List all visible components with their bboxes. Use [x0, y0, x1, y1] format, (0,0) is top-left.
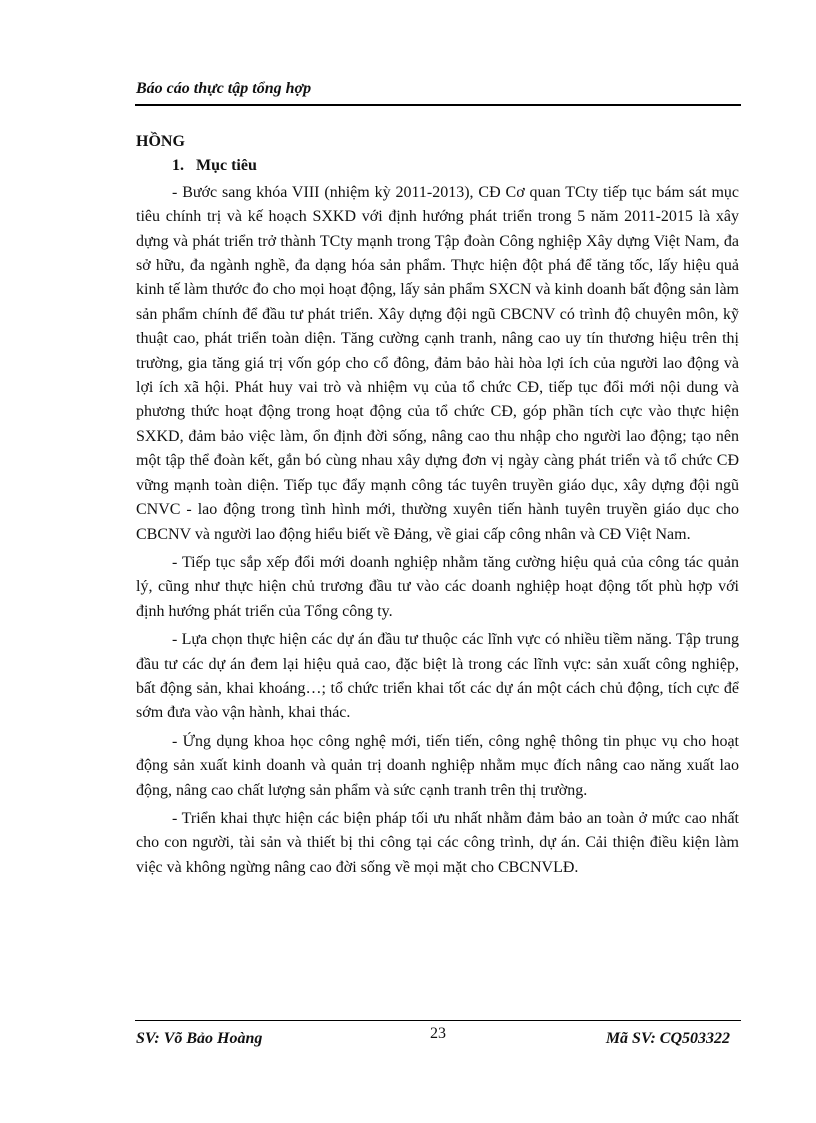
- header-divider: [135, 104, 741, 106]
- paragraph: - Ứng dụng khoa học công nghệ mới, tiến tiến, công nghệ thông tin phục vụ cho hoạt động sản xuất kinh doanh và quản trị doanh nghiệp nhằm mục đích nâng cao năng xuất lao động, nâng cao chất lượng sản phẩm và sức cạnh tranh trên thị trường.: [136, 732, 739, 799]
- footer-divider: [135, 1020, 741, 1021]
- document-body: [136, 130, 739, 880]
- paragraph: - Triển khai thực hiện các biện pháp tối ưu nhất nhằm đảm bảo an toàn ở mức cao nhất cho con người, tài sản và thiết bị thi công tại các công trình, dự án. Cải thiện điều kiện làm việc và không ngừng nâng cao đời sống về mọi mặt cho CBCNVLĐ.: [136, 809, 739, 876]
- student-id: Mã SV: CQ503322: [605, 1030, 730, 1047]
- continued-heading-fragment: HỒNG: [136, 133, 185, 150]
- paragraph: - Lựa chọn thực hiện các dự án đầu tư thuộc các lĩnh vực có nhiều tiềm năng. Tập trung đầu tư các dự án đem lại hiệu quả cao, đặc biệt là trong các lĩnh vực: sản xuất công nghiệp, bất động sản, khai khoáng…; tổ chức triển khai tốt các dự án một cách chủ động, tích cực để sớm đưa vào vận hành, khai thác.: [136, 631, 739, 722]
- page-number: 23: [430, 1025, 446, 1042]
- section-heading: [136, 154, 739, 178]
- section-title: Mục tiêu: [196, 157, 257, 175]
- student-name: SV: Võ Bảo Hoàng: [136, 1030, 263, 1047]
- section-number: 1.: [172, 157, 184, 175]
- paragraph: - Tiếp tục sắp xếp đổi mới doanh nghiệp nhằm tăng cường hiệu quả của công tác quản lý, cũng như thực hiện chủ trương đầu tư vào các doanh nghiệp hoạt động tốt phù hợp với định hướng phát triển của Tổng công ty.: [136, 553, 739, 620]
- report-header-title: Báo cáo thực tập tổng hợp: [136, 80, 312, 97]
- paragraph: - Bước sang khóa VIII (nhiệm kỳ 2011-2013), CĐ Cơ quan TCty tiếp tục bám sát mục tiêu chính trị và kế hoạch SXKD với định hướng phát triển trong 5 năm 2011-2015 là xây dựng và phát triển trở thành TCty mạnh trong Tập đoàn Công nghiệp Xây dựng Việt Nam, đa sở hữu, đa ngành nghề, đa dạng hóa sản phẩm. Thực hiện đột phá để tăng tốc, lấy hiệu quả kinh tế làm thước đo cho mọi hoạt động, lấy sản phẩm SXCN và kinh doanh bất động sản làm sản phẩm chính để đầu tư phát triển. Xây dựng đội ngũ CBCNV có trình độ chuyên môn, kỹ thuật cao, phát triển toàn diện. Tăng cường cạnh tranh, nâng cao uy tín thương hiệu trên thị trường, gia tăng giá trị vốn góp cho cổ đông, đảm bảo hài hòa lợi ích của người lao động và lợi ích xã hội. Phát huy vai trò và nhiệm vụ của tổ chức CĐ, tiếp tục đổi mới nội dung và phương thức hoạt động trong hoạt động của tổ chức CĐ, góp phần tích cực vào thực hiện SXKD, đảm bảo việc làm, ổn định đời sống, nâng cao thu nhập cho người lao động; tạo nên một tập thể đoàn kết, gắn bó cùng nhau xây dựng đơn vị ngày càng phát triển và tổ chức CĐ vững mạnh toàn diện. Tiếp tục đẩy mạnh công tác tuyên truyền giáo dục, xây dựng đội ngũ CNVC - lao động trong tình hình mới, thường xuyên tiến hành tuyên truyền giáo dục cho CBCNV và người lao động hiểu biết về Đảng, về giai cấp công nhân và CĐ Việt Nam.: [136, 183, 739, 543]
